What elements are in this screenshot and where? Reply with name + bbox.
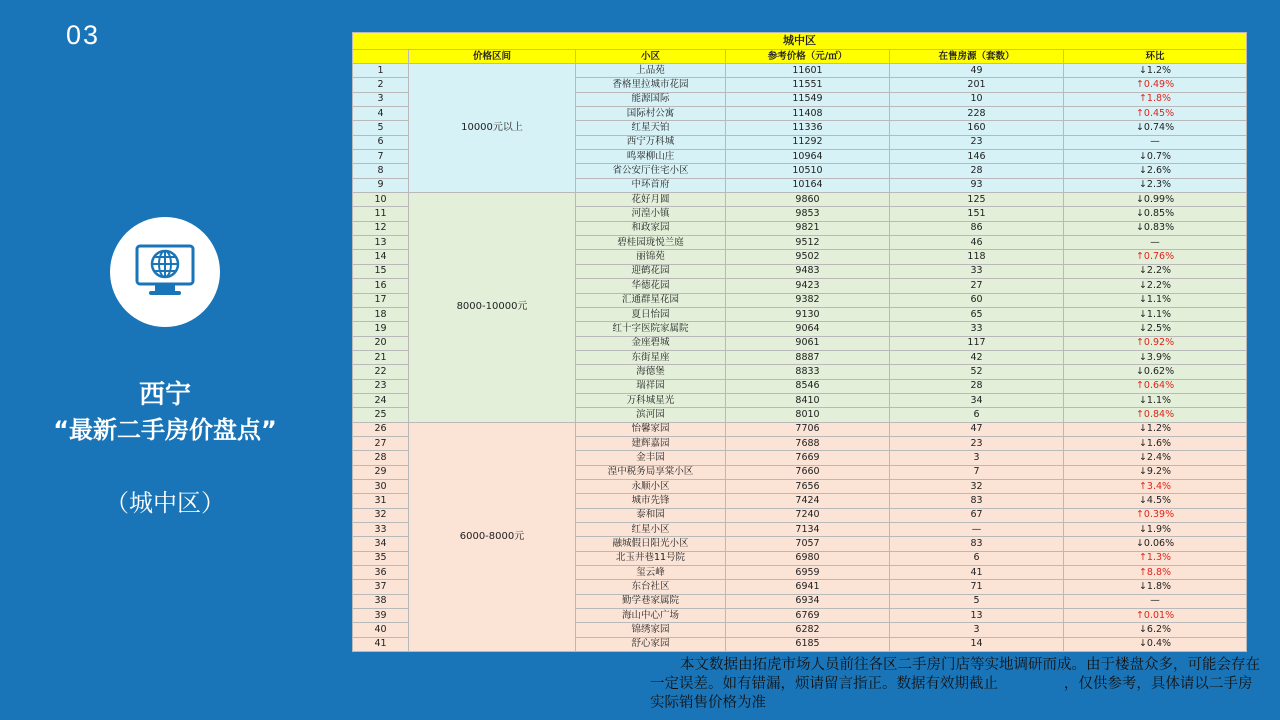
row-number-cell: 7 bbox=[353, 150, 409, 164]
listing-count-cell: 67 bbox=[890, 508, 1064, 522]
change-cell: ↑0.64% bbox=[1064, 379, 1247, 393]
change-cell: — bbox=[1064, 135, 1247, 149]
community-name-cell: 迎鹤花园 bbox=[576, 264, 726, 278]
listing-count-cell: 23 bbox=[890, 436, 1064, 450]
row-number-cell: 28 bbox=[353, 451, 409, 465]
row-number-cell: 5 bbox=[353, 121, 409, 135]
listing-count-cell: 34 bbox=[890, 393, 1064, 407]
reference-price-cell: 9064 bbox=[726, 322, 890, 336]
community-name-cell: 国际村公寓 bbox=[576, 107, 726, 121]
row-number-cell: 21 bbox=[353, 350, 409, 364]
row-number-cell: 10 bbox=[353, 193, 409, 207]
listing-count-cell: 65 bbox=[890, 307, 1064, 321]
listing-count-cell: 42 bbox=[890, 350, 1064, 364]
reference-price-cell: 9853 bbox=[726, 207, 890, 221]
reference-price-cell: 7424 bbox=[726, 494, 890, 508]
community-name-cell: 华德花园 bbox=[576, 279, 726, 293]
listing-count-cell: 10 bbox=[890, 92, 1064, 106]
listing-count-cell: 47 bbox=[890, 422, 1064, 436]
change-cell: ↑0.92% bbox=[1064, 336, 1247, 350]
community-name-cell: 玺云峰 bbox=[576, 566, 726, 580]
change-cell: ↓2.2% bbox=[1064, 279, 1247, 293]
reference-price-cell: 11549 bbox=[726, 92, 890, 106]
change-cell: ↓1.8% bbox=[1064, 580, 1247, 594]
footnote bbox=[650, 656, 1262, 713]
listing-count-cell: 125 bbox=[890, 193, 1064, 207]
listing-count-cell: 6 bbox=[890, 408, 1064, 422]
listing-count-cell: — bbox=[890, 523, 1064, 537]
price-range-cell: 10000元以上 bbox=[409, 64, 576, 193]
community-name-cell: 和政家园 bbox=[576, 221, 726, 235]
globe-monitor-icon bbox=[133, 242, 197, 302]
footnote-text-1: 本文数据由拓虎市场人员前往各区二手房门店等实地调研而成。由于楼盘众多，可能会存在一定误差。如有错漏，烦请留言指正。数据有效期截止 bbox=[650, 657, 1260, 692]
row-number-cell: 33 bbox=[353, 523, 409, 537]
community-name-cell: 海德堡 bbox=[576, 365, 726, 379]
reference-price-cell: 8410 bbox=[726, 393, 890, 407]
reference-price-cell: 9061 bbox=[726, 336, 890, 350]
reference-price-cell: 8010 bbox=[726, 408, 890, 422]
change-cell: ↑1.3% bbox=[1064, 551, 1247, 565]
reference-price-cell: 9483 bbox=[726, 264, 890, 278]
community-name-cell: 碧桂园珑悦兰庭 bbox=[576, 236, 726, 250]
listing-count-cell: 160 bbox=[890, 121, 1064, 135]
row-number-cell: 40 bbox=[353, 623, 409, 637]
community-name-cell: 河湟小镇 bbox=[576, 207, 726, 221]
title-city: 西宁 bbox=[138, 380, 191, 410]
row-number-cell: 8 bbox=[353, 164, 409, 178]
change-cell: ↑0.76% bbox=[1064, 250, 1247, 264]
row-number-cell: 1 bbox=[353, 64, 409, 78]
listing-count-cell: 3 bbox=[890, 451, 1064, 465]
reference-price-cell: 7660 bbox=[726, 465, 890, 479]
community-name-cell: 红十字医院家属院 bbox=[576, 322, 726, 336]
change-cell: ↓2.5% bbox=[1064, 322, 1247, 336]
community-name-cell: 锦绣家园 bbox=[576, 623, 726, 637]
listing-count-cell: 151 bbox=[890, 207, 1064, 221]
listing-count-cell: 28 bbox=[890, 379, 1064, 393]
listing-count-cell: 5 bbox=[890, 594, 1064, 608]
listing-count-cell: 93 bbox=[890, 178, 1064, 192]
row-number-cell: 27 bbox=[353, 436, 409, 450]
row-number-cell: 12 bbox=[353, 221, 409, 235]
community-name-cell: 万科城星光 bbox=[576, 393, 726, 407]
change-cell: ↓1.2% bbox=[1064, 422, 1247, 436]
row-number-cell: 36 bbox=[353, 566, 409, 580]
reference-price-cell: 11336 bbox=[726, 121, 890, 135]
change-cell: ↑0.49% bbox=[1064, 78, 1247, 92]
listing-count-cell: 7 bbox=[890, 465, 1064, 479]
listing-count-cell: 41 bbox=[890, 566, 1064, 580]
community-name-cell: 省公安厅住宅小区 bbox=[576, 164, 726, 178]
reference-price-cell: 7706 bbox=[726, 422, 890, 436]
community-name-cell: 上品苑 bbox=[576, 64, 726, 78]
reference-price-cell: 9382 bbox=[726, 293, 890, 307]
listing-count-cell: 83 bbox=[890, 494, 1064, 508]
listing-count-cell: 33 bbox=[890, 322, 1064, 336]
reference-price-cell: 6980 bbox=[726, 551, 890, 565]
row-number-cell: 19 bbox=[353, 322, 409, 336]
row-number-cell: 16 bbox=[353, 279, 409, 293]
community-name-cell: 金座碧城 bbox=[576, 336, 726, 350]
community-name-cell: 香格里拉城市花园 bbox=[576, 78, 726, 92]
community-name-cell: 舒心家园 bbox=[576, 637, 726, 651]
listing-count-cell: 228 bbox=[890, 107, 1064, 121]
community-name-cell: 西宁万科城 bbox=[576, 135, 726, 149]
row-number-cell: 26 bbox=[353, 422, 409, 436]
community-name-cell: 丽锦苑 bbox=[576, 250, 726, 264]
community-name-cell: 汇通群星花园 bbox=[576, 293, 726, 307]
change-cell: ↓2.2% bbox=[1064, 264, 1247, 278]
title-district: （城中区） bbox=[105, 489, 225, 517]
community-name-cell: 勤学巷家属院 bbox=[576, 594, 726, 608]
reference-price-cell: 10964 bbox=[726, 150, 890, 164]
change-cell: ↓1.1% bbox=[1064, 393, 1247, 407]
row-number-cell: 39 bbox=[353, 609, 409, 623]
community-name-cell: 瑞祥园 bbox=[576, 379, 726, 393]
listing-count-cell: 27 bbox=[890, 279, 1064, 293]
reference-price-cell: 7057 bbox=[726, 537, 890, 551]
column-header: 环比 bbox=[1064, 50, 1247, 64]
change-cell: ↑0.84% bbox=[1064, 408, 1247, 422]
row-number-cell: 2 bbox=[353, 78, 409, 92]
change-cell: — bbox=[1064, 594, 1247, 608]
listing-count-cell: 28 bbox=[890, 164, 1064, 178]
slide-number: 03 bbox=[66, 20, 101, 50]
change-cell: ↓1.1% bbox=[1064, 307, 1247, 321]
change-cell: ↓1.1% bbox=[1064, 293, 1247, 307]
title-main: “最新二手房价盘点” bbox=[53, 416, 277, 444]
reference-price-cell: 9130 bbox=[726, 307, 890, 321]
reference-price-cell: 11292 bbox=[726, 135, 890, 149]
reference-price-cell: 7688 bbox=[726, 436, 890, 450]
icon-badge bbox=[110, 217, 220, 327]
reference-price-cell: 10164 bbox=[726, 178, 890, 192]
change-cell: ↓0.62% bbox=[1064, 365, 1247, 379]
row-number-cell: 18 bbox=[353, 307, 409, 321]
community-name-cell: 融城假日阳光小区 bbox=[576, 537, 726, 551]
change-cell: ↓1.6% bbox=[1064, 436, 1247, 450]
listing-count-cell: 32 bbox=[890, 479, 1064, 493]
listing-count-cell: 23 bbox=[890, 135, 1064, 149]
column-header: 小区 bbox=[576, 50, 726, 64]
community-name-cell: 海山中心广场 bbox=[576, 609, 726, 623]
reference-price-cell: 11551 bbox=[726, 78, 890, 92]
community-name-cell: 红星天铂 bbox=[576, 121, 726, 135]
listing-count-cell: 3 bbox=[890, 623, 1064, 637]
row-number-cell: 30 bbox=[353, 479, 409, 493]
price-table-container bbox=[352, 32, 1246, 652]
reference-price-cell: 9860 bbox=[726, 193, 890, 207]
listing-count-cell: 46 bbox=[890, 236, 1064, 250]
community-name-cell: 夏日怡园 bbox=[576, 307, 726, 321]
change-cell: ↓1.9% bbox=[1064, 523, 1247, 537]
row-number-cell: 4 bbox=[353, 107, 409, 121]
community-name-cell: 中环首府 bbox=[576, 178, 726, 192]
reference-price-cell: 8546 bbox=[726, 379, 890, 393]
change-cell: ↑0.39% bbox=[1064, 508, 1247, 522]
community-name-cell: 永顺小区 bbox=[576, 479, 726, 493]
reference-price-cell: 9502 bbox=[726, 250, 890, 264]
reference-price-cell: 7656 bbox=[726, 479, 890, 493]
row-number-cell: 34 bbox=[353, 537, 409, 551]
community-name-cell: 红星小区 bbox=[576, 523, 726, 537]
price-range-cell: 8000-10000元 bbox=[409, 193, 576, 423]
community-name-cell: 金丰园 bbox=[576, 451, 726, 465]
community-name-cell: 北玉井巷11号院 bbox=[576, 551, 726, 565]
listing-count-cell: 13 bbox=[890, 609, 1064, 623]
column-header: 参考价格（元/㎡） bbox=[726, 50, 890, 64]
row-number-cell: 32 bbox=[353, 508, 409, 522]
listing-count-cell: 118 bbox=[890, 250, 1064, 264]
reference-price-cell: 7240 bbox=[726, 508, 890, 522]
listing-count-cell: 201 bbox=[890, 78, 1064, 92]
row-number-cell: 3 bbox=[353, 92, 409, 106]
row-number-cell: 38 bbox=[353, 594, 409, 608]
change-cell: ↓1.2% bbox=[1064, 64, 1247, 78]
listing-count-cell: 33 bbox=[890, 264, 1064, 278]
reference-price-cell: 11601 bbox=[726, 64, 890, 78]
reference-price-cell: 9423 bbox=[726, 279, 890, 293]
community-name-cell: 怡馨家园 bbox=[576, 422, 726, 436]
footnote-date: 12月31日 bbox=[998, 676, 1064, 692]
change-cell: — bbox=[1064, 236, 1247, 250]
change-cell: ↓2.3% bbox=[1064, 178, 1247, 192]
column-header: 在售房源（套数） bbox=[890, 50, 1064, 64]
reference-price-cell: 6185 bbox=[726, 637, 890, 651]
row-number-cell: 24 bbox=[353, 393, 409, 407]
table-row bbox=[353, 64, 1247, 78]
row-number-cell: 20 bbox=[353, 336, 409, 350]
listing-count-cell: 146 bbox=[890, 150, 1064, 164]
row-number-cell: 25 bbox=[353, 408, 409, 422]
listing-count-cell: 14 bbox=[890, 637, 1064, 651]
price-table bbox=[352, 32, 1247, 652]
reference-price-cell: 9821 bbox=[726, 221, 890, 235]
change-cell: ↓0.4% bbox=[1064, 637, 1247, 651]
community-name-cell: 能源国际 bbox=[576, 92, 726, 106]
row-number-cell: 15 bbox=[353, 264, 409, 278]
listing-count-cell: 86 bbox=[890, 221, 1064, 235]
community-name-cell: 花好月圆 bbox=[576, 193, 726, 207]
reference-price-cell: 11408 bbox=[726, 107, 890, 121]
change-cell: ↑3.4% bbox=[1064, 479, 1247, 493]
change-cell: ↓0.85% bbox=[1064, 207, 1247, 221]
table-row bbox=[353, 193, 1247, 207]
row-number-cell: 22 bbox=[353, 365, 409, 379]
reference-price-cell: 6959 bbox=[726, 566, 890, 580]
reference-price-cell: 6941 bbox=[726, 580, 890, 594]
row-number-cell: 9 bbox=[353, 178, 409, 192]
row-number-cell: 37 bbox=[353, 580, 409, 594]
change-cell: ↓2.4% bbox=[1064, 451, 1247, 465]
listing-count-cell: 71 bbox=[890, 580, 1064, 594]
listing-count-cell: 83 bbox=[890, 537, 1064, 551]
community-name-cell: 东街星座 bbox=[576, 350, 726, 364]
change-cell: ↓3.9% bbox=[1064, 350, 1247, 364]
change-cell: ↓0.74% bbox=[1064, 121, 1247, 135]
row-number-cell: 6 bbox=[353, 135, 409, 149]
community-name-cell: 滨河园 bbox=[576, 408, 726, 422]
row-number-cell: 14 bbox=[353, 250, 409, 264]
change-cell: ↓0.06% bbox=[1064, 537, 1247, 551]
table-title: 城中区 bbox=[353, 33, 1247, 50]
change-cell: ↓0.83% bbox=[1064, 221, 1247, 235]
listing-count-cell: 6 bbox=[890, 551, 1064, 565]
community-name-cell: 泰和园 bbox=[576, 508, 726, 522]
change-cell: ↑0.45% bbox=[1064, 107, 1247, 121]
community-name-cell: 建辉嘉园 bbox=[576, 436, 726, 450]
reference-price-cell: 10510 bbox=[726, 164, 890, 178]
row-number-cell: 11 bbox=[353, 207, 409, 221]
community-name-cell: 鸣翠柳山庄 bbox=[576, 150, 726, 164]
column-header: 价格区间 bbox=[409, 50, 576, 64]
row-number-cell: 17 bbox=[353, 293, 409, 307]
listing-count-cell: 49 bbox=[890, 64, 1064, 78]
column-header bbox=[353, 50, 409, 64]
row-number-cell: 23 bbox=[353, 379, 409, 393]
community-name-cell: 湟中税务局享棠小区 bbox=[576, 465, 726, 479]
change-cell: ↓9.2% bbox=[1064, 465, 1247, 479]
change-cell: ↓6.2% bbox=[1064, 623, 1247, 637]
change-cell: ↑1.8% bbox=[1064, 92, 1247, 106]
table-row bbox=[353, 422, 1247, 436]
reference-price-cell: 6282 bbox=[726, 623, 890, 637]
reference-price-cell: 6769 bbox=[726, 609, 890, 623]
listing-count-cell: 60 bbox=[890, 293, 1064, 307]
footnote-text-2: ，仅供参考，具体请以二手房实际销售价格为准 bbox=[650, 676, 1253, 711]
listing-count-cell: 52 bbox=[890, 365, 1064, 379]
row-number-cell: 31 bbox=[353, 494, 409, 508]
row-number-cell: 29 bbox=[353, 465, 409, 479]
row-number-cell: 35 bbox=[353, 551, 409, 565]
reference-price-cell: 9512 bbox=[726, 236, 890, 250]
reference-price-cell: 8833 bbox=[726, 365, 890, 379]
change-cell: ↓2.6% bbox=[1064, 164, 1247, 178]
slide-title bbox=[20, 378, 310, 520]
change-cell: ↑0.01% bbox=[1064, 609, 1247, 623]
reference-price-cell: 7134 bbox=[726, 523, 890, 537]
reference-price-cell: 6934 bbox=[726, 594, 890, 608]
community-name-cell: 东台社区 bbox=[576, 580, 726, 594]
row-number-cell: 41 bbox=[353, 637, 409, 651]
change-cell: ↑8.8% bbox=[1064, 566, 1247, 580]
change-cell: ↓0.7% bbox=[1064, 150, 1247, 164]
change-cell: ↓0.99% bbox=[1064, 193, 1247, 207]
price-range-cell: 6000-8000元 bbox=[409, 422, 576, 652]
community-name-cell: 城市先锋 bbox=[576, 494, 726, 508]
reference-price-cell: 8887 bbox=[726, 350, 890, 364]
change-cell: ↓4.5% bbox=[1064, 494, 1247, 508]
reference-price-cell: 7669 bbox=[726, 451, 890, 465]
row-number-cell: 13 bbox=[353, 236, 409, 250]
listing-count-cell: 117 bbox=[890, 336, 1064, 350]
